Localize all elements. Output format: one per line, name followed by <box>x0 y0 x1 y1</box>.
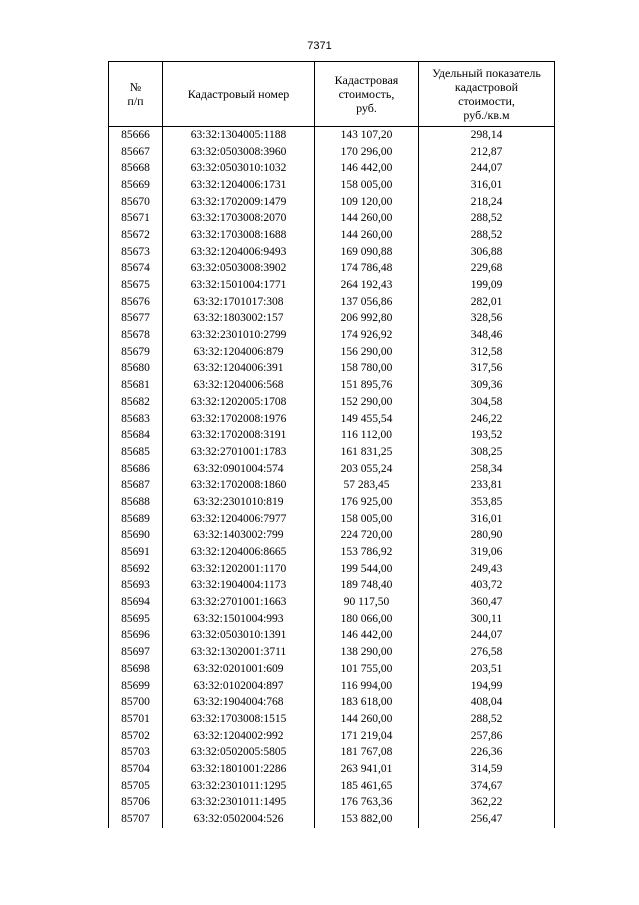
row-number-cell: 85704 <box>109 761 163 778</box>
cadastral-number-cell: 63:32:1204006:9493 <box>163 244 315 261</box>
cadastral-value-cell: 153 882,00 <box>315 811 419 828</box>
cadastral-number-cell: 63:32:0503008:3902 <box>163 261 315 278</box>
specific-value-cell: 362,22 <box>419 795 555 812</box>
cadastral-number-cell: 63:32:1204006:879 <box>163 344 315 361</box>
table-row <box>109 544 555 561</box>
cadastral-number-cell: 63:32:1703008:1515 <box>163 711 315 728</box>
cadastral-value-cell: 161 831,25 <box>315 444 419 461</box>
row-number-cell: 85682 <box>109 394 163 411</box>
cadastral-value-cell: 181 767,08 <box>315 744 419 761</box>
row-number-cell: 85670 <box>109 194 163 211</box>
specific-value-cell: 304,58 <box>419 394 555 411</box>
table-row <box>109 177 555 194</box>
specific-value-cell: 246,22 <box>419 411 555 428</box>
row-number-cell: 85668 <box>109 160 163 177</box>
row-number-cell: 85697 <box>109 644 163 661</box>
specific-value-cell: 319,06 <box>419 544 555 561</box>
row-number-cell: 85699 <box>109 678 163 695</box>
table-header-row <box>109 62 555 127</box>
cadastral-value-cell: 137 056,86 <box>315 294 419 311</box>
row-number-cell: 85700 <box>109 694 163 711</box>
row-number-cell: 85703 <box>109 744 163 761</box>
row-number-cell: 85674 <box>109 261 163 278</box>
row-number-cell: 85701 <box>109 711 163 728</box>
cadastral-number-cell: 63:32:1703008:2070 <box>163 210 315 227</box>
specific-value-cell: 244,07 <box>419 160 555 177</box>
cadastral-number-cell: 63:32:1204002:992 <box>163 728 315 745</box>
cadastral-value-cell: 144 260,00 <box>315 711 419 728</box>
specific-value-cell: 306,88 <box>419 244 555 261</box>
cadastral-number-cell: 63:32:1204006:568 <box>163 377 315 394</box>
specific-value-cell: 233,81 <box>419 477 555 494</box>
table-row <box>109 728 555 745</box>
table-row <box>109 261 555 278</box>
cadastral-value-cell: 176 925,00 <box>315 494 419 511</box>
cadastral-number-cell: 63:32:1803002:157 <box>163 311 315 328</box>
cadastral-value-cell: 171 219,04 <box>315 728 419 745</box>
cadastral-number-cell: 63:32:0503008:3960 <box>163 144 315 161</box>
cadastral-number-cell: 63:32:2301010:2799 <box>163 327 315 344</box>
table-row <box>109 377 555 394</box>
table-row <box>109 194 555 211</box>
cadastral-value-cell: 158 005,00 <box>315 511 419 528</box>
cadastral-number-cell: 63:32:2301011:1295 <box>163 778 315 795</box>
table-row <box>109 644 555 661</box>
specific-value-cell: 316,01 <box>419 177 555 194</box>
row-number-cell: 85680 <box>109 361 163 378</box>
table-row <box>109 694 555 711</box>
specific-value-cell: 244,07 <box>419 628 555 645</box>
row-number-cell: 85676 <box>109 294 163 311</box>
table-row <box>109 160 555 177</box>
cadastral-number-cell: 63:32:0201001:609 <box>163 661 315 678</box>
cadastral-value-cell: 176 763,36 <box>315 795 419 812</box>
row-number-cell: 85684 <box>109 427 163 444</box>
row-number-cell: 85673 <box>109 244 163 261</box>
table-row <box>109 678 555 695</box>
cadastral-number-cell: 63:32:0102004:897 <box>163 678 315 695</box>
row-number-cell: 85675 <box>109 277 163 294</box>
table-row <box>109 661 555 678</box>
cadastral-number-cell: 63:32:1702009:1479 <box>163 194 315 211</box>
row-number-cell: 85688 <box>109 494 163 511</box>
row-number-cell: 85685 <box>109 444 163 461</box>
specific-value-cell: 309,36 <box>419 377 555 394</box>
table-row <box>109 444 555 461</box>
table-row <box>109 127 555 144</box>
specific-value-cell: 317,56 <box>419 361 555 378</box>
table-row <box>109 244 555 261</box>
table-row <box>109 578 555 595</box>
cadastral-number-cell: 63:32:2701001:1783 <box>163 444 315 461</box>
table-row <box>109 811 555 828</box>
table-row <box>109 144 555 161</box>
table-row <box>109 344 555 361</box>
specific-value-cell: 203,51 <box>419 661 555 678</box>
specific-value-cell: 199,09 <box>419 277 555 294</box>
table-row <box>109 494 555 511</box>
specific-value-cell: 218,24 <box>419 194 555 211</box>
cadastral-value-table <box>108 61 555 828</box>
cadastral-number-cell: 63:32:1202001:1170 <box>163 561 315 578</box>
cadastral-value-cell: 170 296,00 <box>315 144 419 161</box>
cadastral-number-cell: 63:32:1702008:1860 <box>163 477 315 494</box>
table-row <box>109 711 555 728</box>
table-row <box>109 394 555 411</box>
table-row <box>109 277 555 294</box>
cadastral-value-cell: 151 895,76 <box>315 377 419 394</box>
table-row <box>109 594 555 611</box>
cadastral-number-cell: 63:32:1702008:3191 <box>163 427 315 444</box>
cadastral-value-cell: 158 780,00 <box>315 361 419 378</box>
specific-value-cell: 403,72 <box>419 578 555 595</box>
cadastral-value-cell: 57 283,45 <box>315 477 419 494</box>
row-number-cell: 85705 <box>109 778 163 795</box>
table-row <box>109 778 555 795</box>
row-number-cell: 85698 <box>109 661 163 678</box>
cadastral-number-cell: 63:32:2301011:1495 <box>163 795 315 812</box>
cadastral-number-cell: 63:32:1702008:1976 <box>163 411 315 428</box>
cadastral-value-cell: 185 461,65 <box>315 778 419 795</box>
specific-value-cell: 288,52 <box>419 210 555 227</box>
table-row <box>109 361 555 378</box>
specific-value-cell: 300,11 <box>419 611 555 628</box>
row-number-cell: 85666 <box>109 127 163 144</box>
table-row <box>109 311 555 328</box>
cadastral-number-cell: 63:32:0503010:1391 <box>163 628 315 645</box>
header-specific-value: Удельный показатель кадастровой стоимости, руб./кв.м <box>419 62 555 127</box>
cadastral-value-cell: 224 720,00 <box>315 528 419 545</box>
cadastral-number-cell: 63:32:0503010:1032 <box>163 160 315 177</box>
row-number-cell: 85679 <box>109 344 163 361</box>
cadastral-value-cell: 183 618,00 <box>315 694 419 711</box>
row-number-cell: 85696 <box>109 628 163 645</box>
row-number-cell: 85683 <box>109 411 163 428</box>
cadastral-value-cell: 169 090,88 <box>315 244 419 261</box>
row-number-cell: 85672 <box>109 227 163 244</box>
specific-value-cell: 276,58 <box>419 644 555 661</box>
cadastral-value-cell: 109 120,00 <box>315 194 419 211</box>
cadastral-number-cell: 63:32:1204006:391 <box>163 361 315 378</box>
row-number-cell: 85667 <box>109 144 163 161</box>
cadastral-number-cell: 63:32:1801001:2286 <box>163 761 315 778</box>
table-row <box>109 795 555 812</box>
cadastral-number-cell: 63:32:0502004:526 <box>163 811 315 828</box>
cadastral-number-cell: 63:32:0502005:5805 <box>163 744 315 761</box>
specific-value-cell: 256,47 <box>419 811 555 828</box>
row-number-cell: 85681 <box>109 377 163 394</box>
specific-value-cell: 314,59 <box>419 761 555 778</box>
specific-value-cell: 249,43 <box>419 561 555 578</box>
cadastral-value-cell: 158 005,00 <box>315 177 419 194</box>
cadastral-value-cell: 144 260,00 <box>315 210 419 227</box>
table-row <box>109 210 555 227</box>
cadastral-value-cell: 153 786,92 <box>315 544 419 561</box>
specific-value-cell: 298,14 <box>419 127 555 144</box>
cadastral-number-cell: 63:32:2301010:819 <box>163 494 315 511</box>
cadastral-value-cell: 264 192,43 <box>315 277 419 294</box>
row-number-cell: 85687 <box>109 477 163 494</box>
row-number-cell: 85692 <box>109 561 163 578</box>
table-row <box>109 327 555 344</box>
table-row <box>109 561 555 578</box>
table-row <box>109 744 555 761</box>
row-number-cell: 85707 <box>109 811 163 828</box>
row-number-cell: 85694 <box>109 594 163 611</box>
cadastral-number-cell: 63:32:1304005:1188 <box>163 127 315 144</box>
table-row <box>109 477 555 494</box>
cadastral-value-cell: 149 455,54 <box>315 411 419 428</box>
cadastral-number-cell: 63:32:1302001:3711 <box>163 644 315 661</box>
cadastral-value-cell: 189 748,40 <box>315 578 419 595</box>
table-row <box>109 511 555 528</box>
row-number-cell: 85691 <box>109 544 163 561</box>
specific-value-cell: 348,46 <box>419 327 555 344</box>
table-row <box>109 227 555 244</box>
cadastral-value-cell: 116 994,00 <box>315 678 419 695</box>
cadastral-number-cell: 63:32:1501004:1771 <box>163 277 315 294</box>
table-row <box>109 761 555 778</box>
specific-value-cell: 328,56 <box>419 311 555 328</box>
specific-value-cell: 257,86 <box>419 728 555 745</box>
row-number-cell: 85690 <box>109 528 163 545</box>
cadastral-value-cell: 101 755,00 <box>315 661 419 678</box>
cadastral-value-cell: 174 926,92 <box>315 327 419 344</box>
specific-value-cell: 308,25 <box>419 444 555 461</box>
cadastral-number-cell: 63:32:1703008:1688 <box>163 227 315 244</box>
row-number-cell: 85686 <box>109 461 163 478</box>
row-number-cell: 85678 <box>109 327 163 344</box>
cadastral-value-cell: 199 544,00 <box>315 561 419 578</box>
specific-value-cell: 212,87 <box>419 144 555 161</box>
row-number-cell: 85702 <box>109 728 163 745</box>
cadastral-value-cell: 90 117,50 <box>315 594 419 611</box>
specific-value-cell: 194,99 <box>419 678 555 695</box>
cadastral-number-cell: 63:32:1403002:799 <box>163 528 315 545</box>
cadastral-number-cell: 63:32:1904004:768 <box>163 694 315 711</box>
specific-value-cell: 353,85 <box>419 494 555 511</box>
table-row <box>109 461 555 478</box>
cadastral-number-cell: 63:32:0901004:574 <box>163 461 315 478</box>
cadastral-value-cell: 146 442,00 <box>315 628 419 645</box>
cadastral-value-cell: 263 941,01 <box>315 761 419 778</box>
row-number-cell: 85689 <box>109 511 163 528</box>
cadastral-number-cell: 63:32:1202005:1708 <box>163 394 315 411</box>
specific-value-cell: 258,34 <box>419 461 555 478</box>
cadastral-value-cell: 143 107,20 <box>315 127 419 144</box>
cadastral-value-cell: 138 290,00 <box>315 644 419 661</box>
specific-value-cell: 288,52 <box>419 227 555 244</box>
cadastral-value-cell: 144 260,00 <box>315 227 419 244</box>
specific-value-cell: 360,47 <box>419 594 555 611</box>
cadastral-value-cell: 180 066,00 <box>315 611 419 628</box>
row-number-cell: 85706 <box>109 795 163 812</box>
specific-value-cell: 226,36 <box>419 744 555 761</box>
row-number-cell: 85693 <box>109 578 163 595</box>
header-cadastral-number: Кадастровый номер <box>163 62 315 127</box>
cadastral-value-cell: 156 290,00 <box>315 344 419 361</box>
cadastral-number-cell: 63:32:1904004:1173 <box>163 578 315 595</box>
table-row <box>109 628 555 645</box>
specific-value-cell: 229,68 <box>419 261 555 278</box>
row-number-cell: 85671 <box>109 210 163 227</box>
table-row <box>109 411 555 428</box>
cadastral-value-cell: 206 992,80 <box>315 311 419 328</box>
row-number-cell: 85695 <box>109 611 163 628</box>
cadastral-number-cell: 63:32:1204006:7977 <box>163 511 315 528</box>
cadastral-number-cell: 63:32:1204006:1731 <box>163 177 315 194</box>
cadastral-number-cell: 63:32:1501004:993 <box>163 611 315 628</box>
row-number-cell: 85677 <box>109 311 163 328</box>
specific-value-cell: 193,52 <box>419 427 555 444</box>
table-row <box>109 611 555 628</box>
specific-value-cell: 288,52 <box>419 711 555 728</box>
table-row <box>109 294 555 311</box>
specific-value-cell: 312,58 <box>419 344 555 361</box>
specific-value-cell: 280,90 <box>419 528 555 545</box>
page-number: 7371 <box>307 40 332 52</box>
specific-value-cell: 282,01 <box>419 294 555 311</box>
cadastral-value-cell: 146 442,00 <box>315 160 419 177</box>
cadastral-value-cell: 116 112,00 <box>315 427 419 444</box>
specific-value-cell: 408,04 <box>419 694 555 711</box>
table-body <box>109 127 555 828</box>
table-row <box>109 427 555 444</box>
specific-value-cell: 374,67 <box>419 778 555 795</box>
specific-value-cell: 316,01 <box>419 511 555 528</box>
header-row-number: № п/п <box>109 62 163 127</box>
cadastral-number-cell: 63:32:1701017:308 <box>163 294 315 311</box>
header-cadastral-value: Кадастровая стоимость, руб. <box>315 62 419 127</box>
cadastral-value-cell: 152 290,00 <box>315 394 419 411</box>
cadastral-value-cell: 203 055,24 <box>315 461 419 478</box>
cadastral-value-cell: 174 786,48 <box>315 261 419 278</box>
cadastral-number-cell: 63:32:1204006:8665 <box>163 544 315 561</box>
table-row <box>109 528 555 545</box>
row-number-cell: 85669 <box>109 177 163 194</box>
cadastral-number-cell: 63:32:2701001:1663 <box>163 594 315 611</box>
